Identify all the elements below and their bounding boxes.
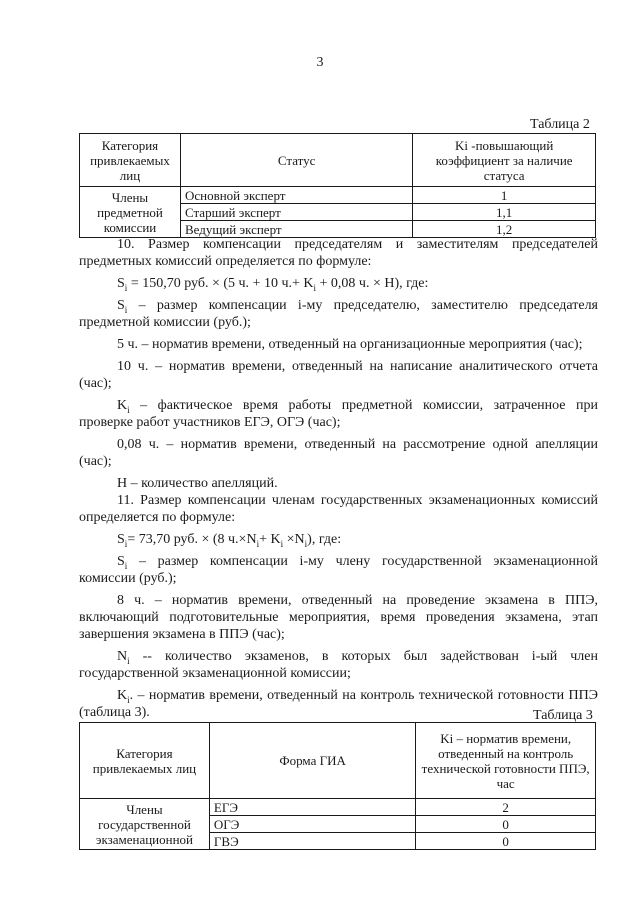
paragraph-11: 11. Размер компенсации членам государственных экзаменационных комиссий определяется по формуле: [79,493,598,525]
table-3-form-cell: ЕГЭ [209,799,415,816]
formula-2: $S_i= 73,70$ руб. × (8 $ч.\times N_i+ K_i \times N_i$), где: [117,532,342,549]
table-3-value-cell: 0 [416,816,596,833]
table-2 [79,133,596,238]
definition-h: H – количество апелляций. [117,476,278,491]
table-3-form-cell: ГВЭ [209,833,415,850]
definition-ki-gek: $K_i$. – норматив времени, отведенный на контроль технической готовности ППЭ (таблица 3). [79,688,598,720]
table-2-header-status: Статус [180,134,412,187]
definition-ki: $K_i$ – фактическое время работы предметной комиссии, затраченное при проверке работ участников ЕГЭ, ОГЭ (час); [79,398,598,430]
body-text [79,236,598,721]
table-2-value-cell: 1 [413,187,596,204]
table-2-value-cell: 1,1 [413,204,596,221]
table-3-category-cell: Члены государственной экзаменационной [80,799,210,850]
table-2-status-cell: Основной эксперт [180,187,412,204]
table-2-status-cell: Старший эксперт [180,204,412,221]
table-2-header-category: Категория привлекаемых лиц [80,134,181,187]
table-3-caption: Таблица 3 [533,708,593,723]
definition-5h: 5 ч. – норматив времени, отведенный на организационные мероприятия (час); [117,337,583,352]
table-2-status-cell: Ведущий эксперт [180,221,412,238]
table-row [80,799,596,816]
table-3 [79,722,596,850]
definition-ni: $N_i$ -- количество экзаменов, в которых был задействован i-ый член государственной экзаменационной комиссии; [79,649,598,681]
table-3-header-coefficient: Ki – норматив времени, отведенный на контроль технической готовности ППЭ, час [416,723,596,799]
table-2-header-coefficient: Ki -повышающий коэффициент за наличие статуса [413,134,596,187]
table-3-header-category: Категория привлекаемых лиц [80,723,210,799]
table-3-header-form: Форма ГИА [209,723,415,799]
definition-si-gek: $S_i$ – размер компенсации i-му члену государственной экзаменационной комиссии (руб.); [79,554,598,586]
table-3-value-cell: 2 [416,799,596,816]
table-2-category-cell: Члены предметной комиссии [80,187,181,238]
page-number: 3 [316,55,324,70]
table-3-value-cell: 0 [416,833,596,850]
table-2-value-cell: 1,2 [413,221,596,238]
definition-8h: 8 ч. – норматив времени, отведенный на проведение экзамена в ППЭ, включающий подготовительные мероприятия, время проведения экзамена, этап завершения экзамена в ППЭ (час); [79,593,598,642]
definition-si: $S_i$ – размер компенсации i-му председателю, заместителю председателя предметной комиссии (руб.); [79,298,598,330]
definition-008h: 0,08 ч. – норматив времени, отведенный на рассмотрение одной апелляции (час); [79,437,598,469]
definition-10h: 10 ч. – норматив времени, отведенный на написание аналитического отчета (час); [79,359,598,391]
table-2-caption: Таблица 2 [530,117,590,132]
paragraph-10: 10. Размер компенсации председателям и заместителям председателей предметных комиссий определяется по формуле: [79,237,598,269]
table-row [80,187,596,204]
formula-1: $S_i = 150,70$ руб. × (5 ч. + 10 $ч.+ K_i + 0,08$ ч. × H), где: [117,276,429,293]
table-3-form-cell: ОГЭ [209,816,415,833]
